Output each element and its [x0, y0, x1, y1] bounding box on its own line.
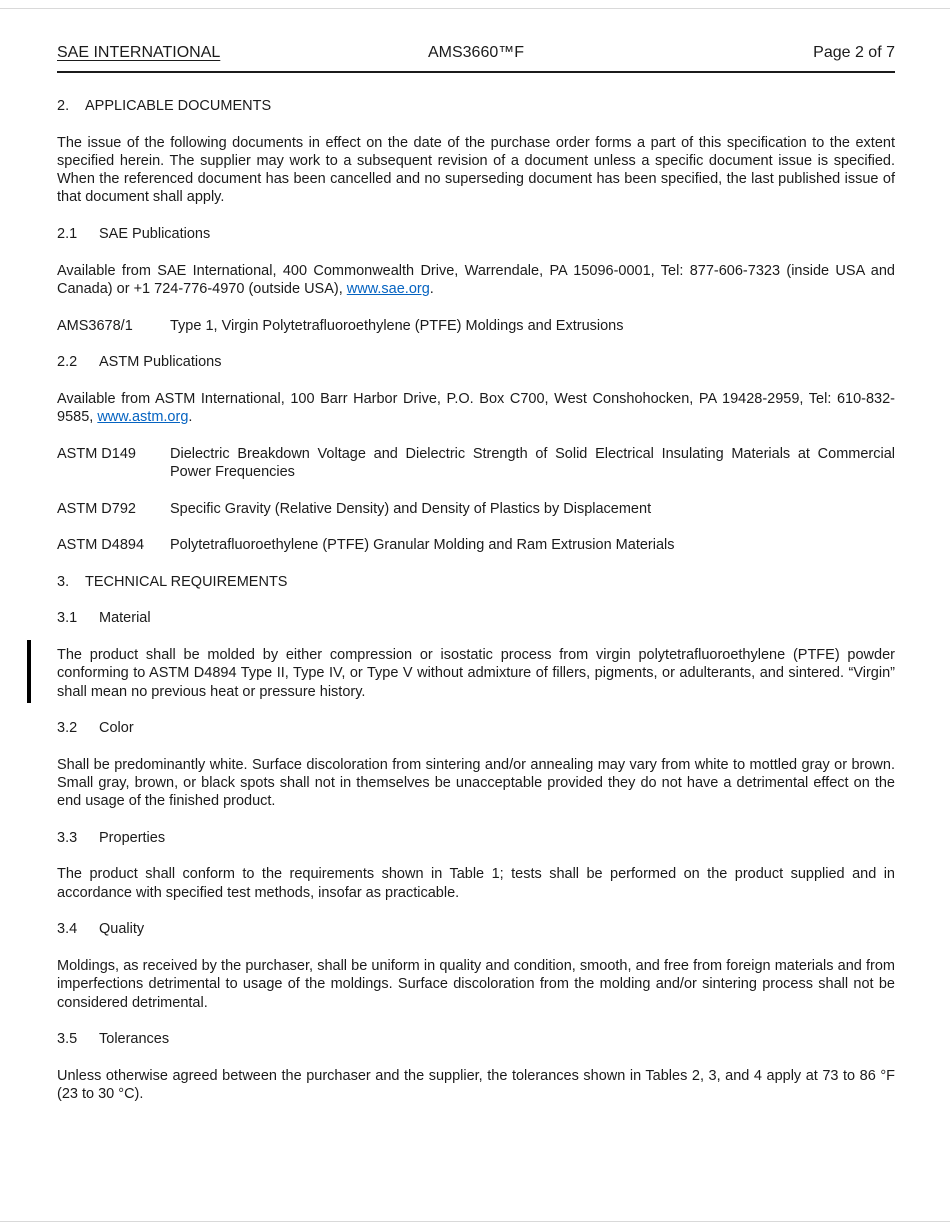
paragraph-color: Shall be predominantly white. Surface discoloration from sintering and/or annealing may vary from white to mottled gray or brown. Small gray, brown, or black spots shall not in themselves be unacceptable provided they do not have a detrimental effect on the end usage of the finished product. — [57, 756, 895, 810]
publisher-name: SAE INTERNATIONAL — [57, 44, 221, 61]
availability-text: Available from ASTM International, 100 Barr Harbor Drive, P.O. Box C700, West Conshohocken, PA 19428-2959, Tel: 610-832-9585, — [57, 390, 895, 426]
reference-description: Dielectric Breakdown Voltage and Dielectric Strength of Solid Electrical Insulating Materials at Commercial Power Frequencies — [170, 445, 895, 480]
section-heading-sae-publications — [57, 225, 895, 243]
section-title: Tolerances — [99, 1031, 170, 1048]
section-number: 2.1 — [57, 226, 78, 243]
section-heading-quality — [57, 920, 895, 938]
section-title: Quality — [99, 921, 145, 938]
section-number: 3.3 — [57, 829, 78, 846]
availability-text-end: . — [188, 409, 193, 426]
reference-label: AMS3678/1 — [57, 317, 133, 334]
availability-text-end: . — [429, 280, 434, 297]
revision-change-bar — [27, 640, 31, 703]
reference-item-astm-d149 — [57, 445, 895, 482]
section-heading-technical-requirements — [57, 573, 895, 591]
reference-description: Type 1, Virgin Polytetrafluoroethylene (PTFE) Moldings and Extrusions — [170, 317, 624, 334]
section-heading-tolerances — [57, 1030, 895, 1048]
reference-label: ASTM D4894 — [57, 537, 145, 554]
section-heading-material — [57, 609, 895, 627]
reference-item-astm-d4894 — [57, 536, 895, 554]
section-title: Color — [99, 720, 134, 737]
paragraph-material: The product shall be molded by either compression or isostatic process from virgin polytetrafluoroethylene (PTFE) powder conforming to ASTM D4894 Type II, Type IV, or Type V without admixture of fillers, pigments, or adulterants, and sintered. “Virgin” shall mean no previous heat or pressure history. — [57, 646, 895, 700]
reference-label: ASTM D792 — [57, 500, 136, 517]
reference-item-ams3678-1 — [57, 317, 895, 335]
paragraph-properties: The product shall conform to the requirements shown in Table 1; tests shall be performed on the product supplied and in accordance with specified test methods, insofar as practicable. — [57, 866, 895, 901]
section-number: 3. — [57, 573, 70, 590]
astm-org-link[interactable]: www.astm.org — [97, 409, 189, 426]
page-edge-bottom — [0, 1221, 950, 1222]
section-heading-color — [57, 719, 895, 737]
section-number: 2.2 — [57, 354, 78, 371]
section-number: 2. — [57, 98, 70, 114]
reference-item-astm-d792 — [57, 500, 895, 518]
section-number: 3.5 — [57, 1031, 78, 1048]
section-title: APPLICABLE DOCUMENTS — [85, 98, 272, 114]
paragraph-tolerances: Unless otherwise agreed between the purchaser and the supplier, the tolerances shown in Tables 2, 3, and 4 apply at 73 to 86 °F (23 to 30 °C). — [57, 1067, 895, 1103]
reference-description: Specific Gravity (Relative Density) and Density of Plastics by Displacement — [170, 500, 652, 517]
sae-org-link[interactable]: www.sae.org — [346, 280, 430, 297]
availability-text: Available from SAE International, 400 Commonwealth Drive, Warrendale, PA 15096-0001, Tel: 877-606-7323 (inside USA and Canada) or +1 724-776-4970 (outside USA), — [57, 262, 895, 297]
document-number: AMS3660™F — [427, 44, 525, 61]
section-heading-astm-publications — [57, 353, 895, 371]
section-number: 3.2 — [57, 720, 78, 737]
reference-label: ASTM D149 — [57, 445, 136, 462]
material-paragraph-wrap — [57, 646, 895, 701]
page-edge-top — [0, 8, 950, 9]
page-header — [57, 44, 895, 73]
section-number: 3.4 — [57, 921, 78, 938]
section-heading-properties — [57, 829, 895, 847]
document-body — [57, 73, 895, 1103]
section-title: Properties — [99, 829, 166, 846]
section-title: ASTM Publications — [99, 354, 222, 371]
section-title: Material — [99, 610, 151, 627]
page-indicator: Page 2 of 7 — [813, 44, 895, 61]
paragraph-quality: Moldings, as received by the purchaser, shall be uniform in quality and condition, smooth, and free from foreign materials and from imperfections detrimental to usage of the moldings. Surface discoloration from the molding and/or sintering process shall not be considered detrimental. — [57, 957, 895, 1011]
paragraph-astm-availability — [57, 390, 895, 427]
section-title: SAE Publications — [99, 226, 211, 243]
paragraph-sae-availability — [57, 262, 895, 299]
section-title: TECHNICAL REQUIREMENTS — [85, 573, 288, 590]
paragraph-applicable-documents-intro: The issue of the following documents in effect on the date of the purchase order forms a part of this specification to the extent specified herein. The supplier may work to a subsequent revision of a document unless a specific document issue is specified. When the referenced document has been cancelled and no superseding document has been specified, the last published issue of that document shall apply. — [57, 134, 895, 206]
section-heading-applicable-documents — [57, 97, 895, 115]
section-number: 3.1 — [57, 610, 78, 627]
reference-description: Polytetrafluoroethylene (PTFE) Granular Molding and Ram Extrusion Materials — [170, 537, 675, 554]
